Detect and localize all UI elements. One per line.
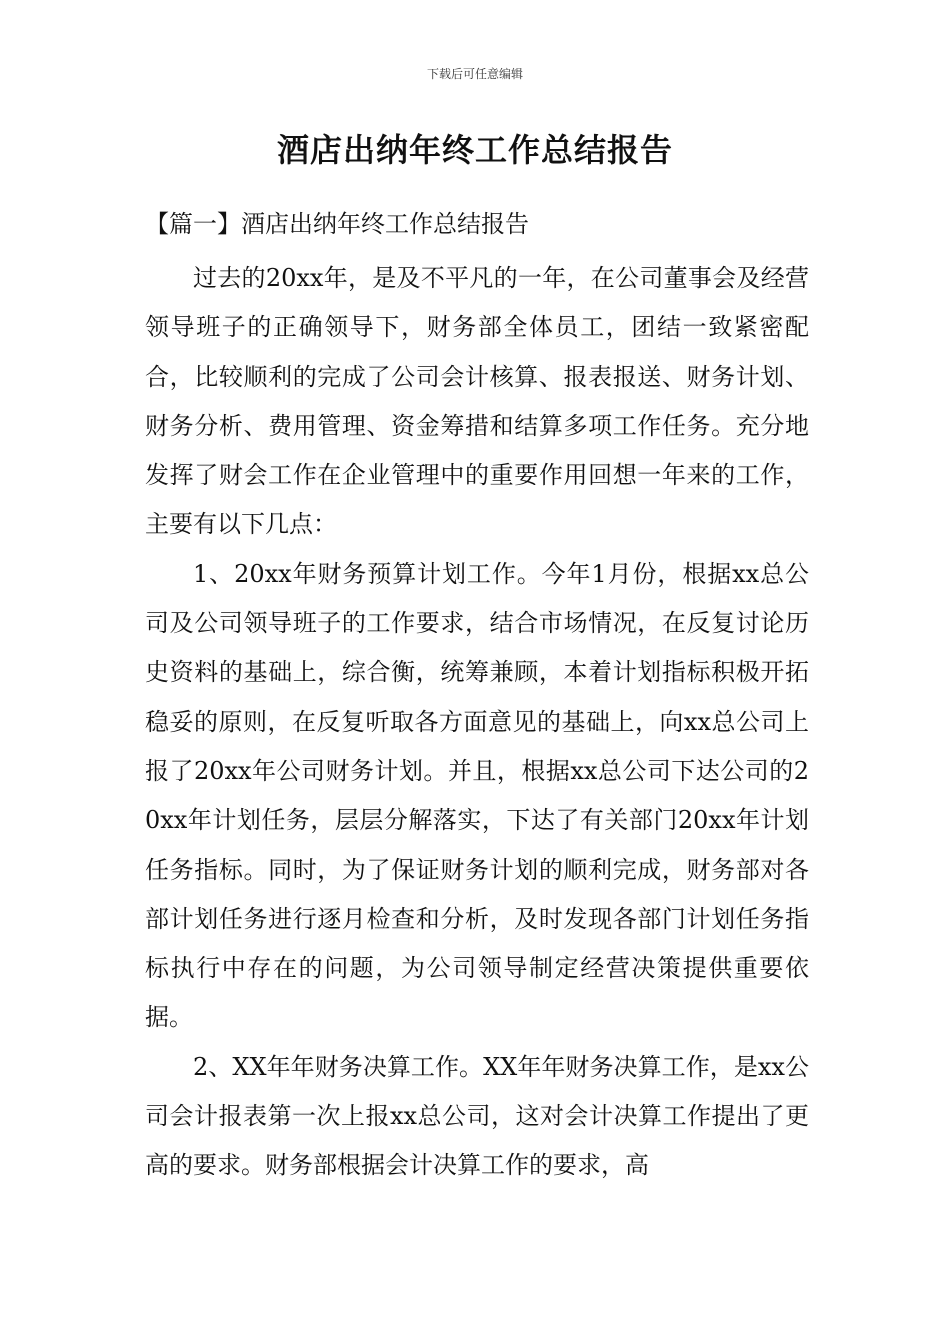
header-note: 下载后可任意编辑 — [426, 67, 523, 81]
body-text — [145, 254, 809, 1191]
paragraph-item-1: 1、20xx年财务预算计划工作。今年1月份，根据xx总公司及公司领导班子的工作要求，结合市场情况，在反复讨论历史资料的基础上，综合衡，统筹兼顾，本着计划指标积极开拓稳妥的原则，在反复听取各方面意见的基础上，向xx总公司上报了20xx年公司财务计划。并且，根据xx总公司下达公司的20xx年计划任务，层层分解落实，下达了有关部门20xx年计划任务指标。同时，为了保证财务计划的顺利完成，财务部对各部计划任务进行逐月检查和分析，及时发现各部门计划任务指标执行中存在的问题，为公司领导制定经营决策提供重要依据。 — [145, 559, 809, 1032]
paragraph-intro: 过去的20xx年，是及不平凡的一年，在公司董事会及经营领导班子的正确领导下，财务部全体员工，团结一致紧密配合，比较顺利的完成了公司会计核算、报表报送、财务计划、财务分析、费用管理、资金筹措和结算多项工作任务。充分地发挥了财会工作在企业管理中的重要作用回想一年来的工作，主要有以下几点： — [145, 264, 809, 539]
document-title: 酒店出纳年终工作总结报告 — [276, 131, 673, 169]
paragraph-item-2: 2、XX年年财务决算工作。XX年年财务决算工作，是xx公司会计报表第一次上报xx总公司，这对会计决算工作提出了更高的要求。财务部根据会计决算工作的要求，高 — [145, 1052, 809, 1180]
section-heading: 【篇一】酒店出纳年终工作总结报告 — [145, 210, 529, 238]
